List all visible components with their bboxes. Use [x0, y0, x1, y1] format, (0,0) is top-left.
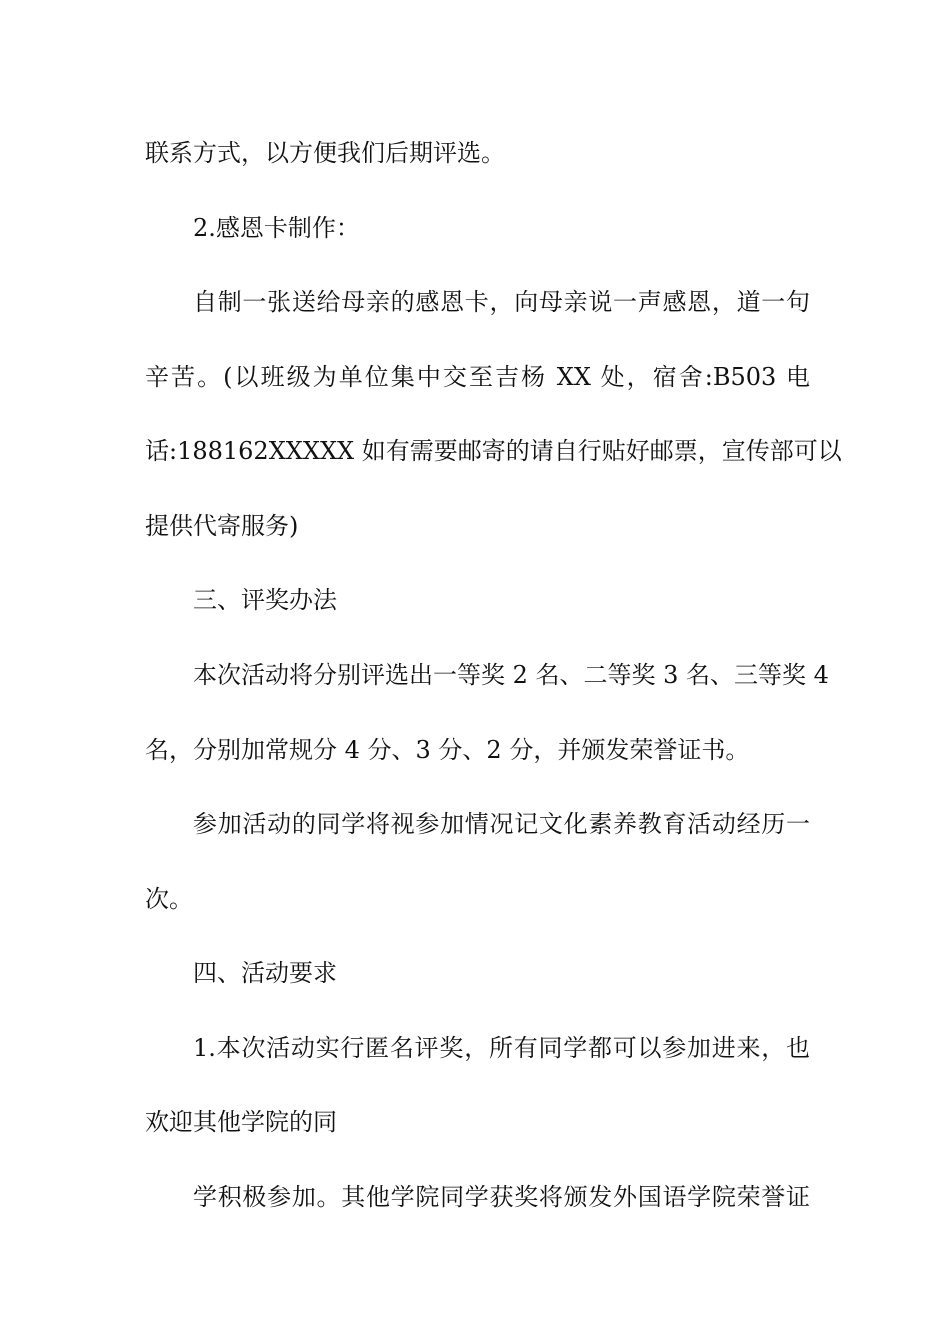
section-heading: 三、评奖办法 [193, 586, 337, 614]
paragraph-line: 次。 [145, 885, 193, 913]
section-heading: 四、活动要求 [193, 959, 337, 987]
paragraph-line: 话:188162XXXXX 如有需要邮寄的请自行贴好邮票，宣传部可以 [145, 437, 842, 465]
paragraph-line: 本次活动将分别评选出一等奖 2 名、二等奖 3 名、三等奖 4 [193, 661, 829, 689]
paragraph-line: 辛苦。(以班级为单位集中交至吉杨 XX 处，宿舍:B503 电 [145, 363, 810, 391]
section-heading: 2.感恩卡制作： [193, 214, 360, 242]
paragraph-line: 名，分别加常规分 4 分、3 分、2 分，并颁发荣誉证书。 [145, 736, 750, 764]
paragraph-line: 自制一张送给母亲的感恩卡，向母亲说一声感恩，道一句 [193, 288, 810, 316]
paragraph-line: 1.本次活动实行匿名评奖，所有同学都可以参加进来，也 [193, 1034, 810, 1062]
paragraph-line: 提供代寄服务) [145, 512, 299, 540]
paragraph-line: 学积极参加。其他学院同学获奖将颁发外国语学院荣誉证 [193, 1183, 810, 1211]
paragraph-line: 欢迎其他学院的同 [145, 1108, 337, 1136]
paragraph-line: 参加活动的同学将视参加情况记文化素养教育活动经历一 [193, 810, 810, 838]
paragraph-line: 联系方式，以方便我们后期评选。 [145, 139, 505, 167]
